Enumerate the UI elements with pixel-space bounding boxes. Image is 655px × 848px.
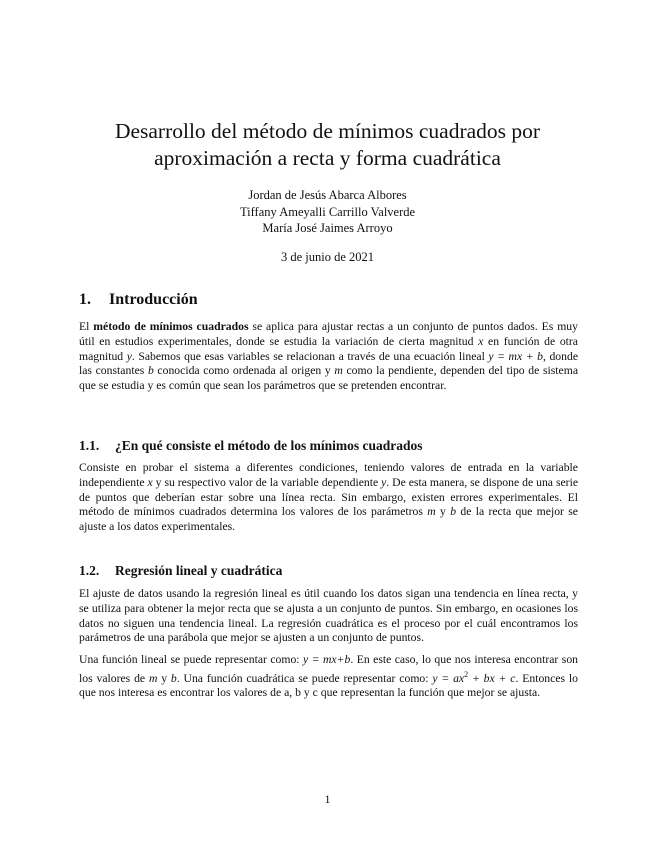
regression-paragraph-1: El ajuste de datos usando la regresión lineal es útil cuando los datos sigan una tendencia en línea recta, y se utiliza para obtener la mejor recta que se ajusta a un conjunto de puntos. Sin embargo, en ocasiones los datos no siguen una tendencia lineal. La regresión cuadrática es el proceso por el cuál encontramos los parámetros de una parábola que mejor se ajusten a un conjunto de puntos. bbox=[79, 587, 578, 645]
bold-term: método de mínimos cuadrados bbox=[93, 320, 249, 333]
title-line-2: aproximación a recta y forma cuadrática bbox=[154, 146, 501, 170]
subsection-heading-metodo bbox=[79, 438, 423, 454]
subsection-heading-regresion bbox=[79, 563, 282, 579]
author-list bbox=[60, 187, 595, 237]
inline-equation: y = mx + b bbox=[488, 349, 543, 363]
author-name: Tiffany Ameyalli Carrillo Valverde bbox=[239, 204, 416, 219]
section-title: Introducción bbox=[109, 291, 198, 308]
page-number: 1 bbox=[324, 792, 331, 806]
introduction-paragraph: El método de mínimos cuadrados se aplica para ajustar rectas a un conjunto de puntos dados. Es muy útil en estudios experimentales, donde se estudia la variación de cierta magnitud x en función de otra magnitud y. Sabemos que esas variables se relacionan a través de una ecuación lineal y = mx + b, donde las constantes b conocida como ordenada al origen y m como la pendiente, dependen del tipo de sistema que se estudia y es común que sean los parámetros que se pretenden encontrar. bbox=[79, 320, 579, 393]
subsection-title: ¿En qué consiste el método de los mínimos cuadrados bbox=[115, 438, 423, 453]
subsection-number: 1.2. bbox=[79, 563, 100, 578]
section-number: 1. bbox=[79, 291, 91, 308]
inline-equation: $y = ax^2$ + bx + c bbox=[432, 669, 516, 685]
subsection-title: Regresión lineal y cuadrática bbox=[115, 563, 283, 578]
paper-title bbox=[60, 118, 595, 172]
title-line-1: Desarrollo del método de mínimos cuadrados por bbox=[114, 119, 541, 143]
inline-equation: y = mx+b bbox=[303, 653, 351, 666]
regression-paragraph-2: Una función lineal se puede representar como: y = mx+b. En este caso, lo que nos interesa encontrar son los valores de m y b. Una función cuadrática se puede representar como: $y = ax^2$ + bx + c. Entonces lo que nos interesa es encontrar los valores de a, b y c que representan la función que mejor se ajusta. bbox=[79, 653, 579, 700]
author-name: Jordan de Jesús Abarca Albores bbox=[248, 188, 407, 202]
method-paragraph: Consiste en probar el sistema a diferentes condiciones, teniendo valores de entrada en la variable independiente x y su respectivo valor de la variable dependiente y. De esta manera, se dispone de una serie de puntos que deberían estar sobre una línea recta. Sin embargo, existen errores experimentales. El método de mínimos cuadrados determina los valores de los parámetros m y b de la recta que mejor se ajuste a los datos experimentales. bbox=[79, 461, 579, 534]
subsection-number: 1.1. bbox=[79, 438, 100, 453]
section-heading-introduccion bbox=[79, 291, 198, 309]
publication-date: 3 de junio de 2021 bbox=[280, 250, 375, 264]
author-name: María José Jaimes Arroyo bbox=[262, 221, 393, 235]
